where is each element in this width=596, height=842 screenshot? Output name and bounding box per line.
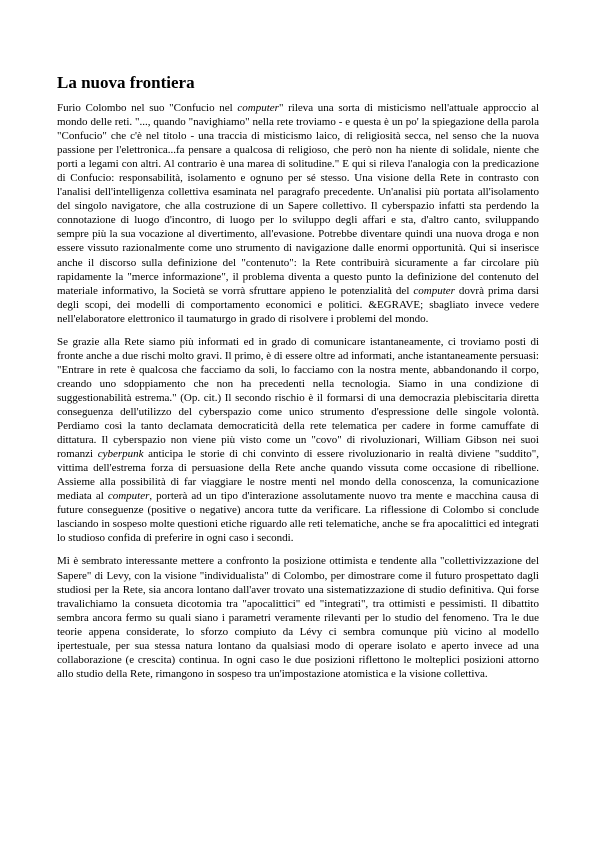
text-run: , porterà ad un tipo d'interazione assolutamente nuovo tra mente e macchina causa di future conseguenze (positive o negative) ancora tutte da verificare. La riflessione di Colombo si conclude lasciando in sospeso molte questioni etiche riguardo alle reti telematiche, anche se fra apocalittici ed integrati lo studioso confida di preferire in ogni caso i secondi. (57, 490, 539, 545)
italic-term: computer (237, 102, 279, 114)
text-run: " rileva una sorta di misticismo nell'attuale approccio al mondo delle reti. "..., quando "navighiamo" nella rete troviamo - e questa è un po' la spiegazione della parola "Confucio" che c'è nel titolo - una traccia di misticismo laico, di religiosità secca, nel senso che la nuova passione per l'elettronica...fa pensare a qualcosa di religioso, che però non ha niente di solidale, niente che porti a legami con altri. Al contrario è una marea di solitudine." E qui si rileva l'analogia con la predicazione di Confucio: responsabilità, isolamento e ognuno per sé stesso. Una visione della Rete in contrasto con l'analisi dell'intelligenza collettiva esaminata nel paragrafo precedente. Un'analisi più portata all'isolamento del singolo navigatore, che alla costruzione di un Sapere collettivo. Il cyberspazio infatti sta perdendo la connotazione di luogo d'incontro, di luogo per lo sviluppo degli affari e sta, d'altro canto, sviluppando sempre più la sua vocazione al divertimento, all'evasione. Potrebbe diventare quindi una nuova droga e non essere vissuto razionalmente come uno strumento di navigazione dalle enormi opportunità. Qui si inserisce anche il discorso sulla definizione del "contenuto": la Rete contribuirà sicuramente a far circolare più rapidamente la "merce informazione", il problema diventa a questo punto la definizione del contenuto del materiale informativo, la Società se vorrà sfruttare appieno le potenzialità del (57, 102, 540, 297)
document-page (57, 72, 539, 690)
body-text (57, 101, 539, 681)
paragraph (57, 335, 539, 546)
text-run: Se grazie alla Rete siamo più informati ed in grado di comunicare istantaneamente, ci troviamo posti di fronte anche a due rischi molto gravi. Il primo, è di essere oltre ad informati, anche istantaneamente persuasi: "Entrare in rete è qualcosa che facciamo da soli, lo facciamo con la nostra mente, abbandonando il corpo, creando uno sdoppiamento che non ha precedenti nella tecnologia. Siamo in una condizione di suggestionabilità estrema." (Op. cit.) Il secondo rischio è il formarsi di una democrazia plebiscitaria diretta conseguenza dell'utilizzo del cyberspazio come unico strumento d'espressione delle singole volontà. Perdiamo così la tanto declamata democraticità della rete telematica per cadere in forme camuffate di dittatura. Il cyberspazio non viene più visto come un "covo" di rivoluzionari, William Gibson nei suoi romanzi (57, 335, 539, 461)
text-run: Mi è sembrato interessante mettere a confronto la posizione ottimista e tendente alla "collettivizzazione del Sapere" di Levy, con la visione "individualista" di Colombo, per dimostrare come il futuro prospettato dagli studiosi per la Rete, sia ancora lontano dall'aver trovato una sistematizzazione di studio definitiva. Qui forse travalichiamo la consueta dicotomia tra "apocalittici" ed "integrati", tra ottimisti e pessimisti. Il dibattito sembra ancora fermo su quali siano i parametri veramente rilevanti per lo studio del fenomeno. Tra le due teorie appena considerate, lo sforzo compiuto da Lévy ci sembra comunque più vicino al modello ipertestuale, per sua stessa natura lontano da qualsiasi modo di operare isolato e aperto invece ad una collaborazione (e crescita) continua. In ogni caso le due posizioni riflettono le molteplici posizioni attorno allo studio della Rete, rimangono in sospeso tra un'impostazione atomistica e la visione collettiva. (57, 555, 539, 680)
paragraph (57, 554, 539, 680)
text-run: anticipa le storie di chi convinto di essere rivoluzionario in realtà diviene "suddito", vittima dell'estrema forza di persuasione della Rete anche quando vissuta come occasione di ribellione. Assieme alla possibilità di far viaggiare le nostre menti nel mondo della conoscenza, la comunicazione mediata al (57, 448, 539, 503)
italic-term: computer (107, 490, 150, 503)
section-title: La nuova frontiera (57, 73, 195, 92)
text-run: dovrà prima darsi degli scopi, dei modelli di comportamento economici e politici. &EGRAVE; sbagliato invece vedere nell'elaboratore elettronico il taumaturgo in grado di risolvere i problemi del mondo. (57, 284, 539, 325)
paragraph (57, 101, 539, 326)
italic-term: cyberpunk (97, 448, 144, 461)
italic-term: computer (413, 284, 455, 297)
text-run: Furio Colombo nel suo "Confucio nel (57, 102, 238, 114)
